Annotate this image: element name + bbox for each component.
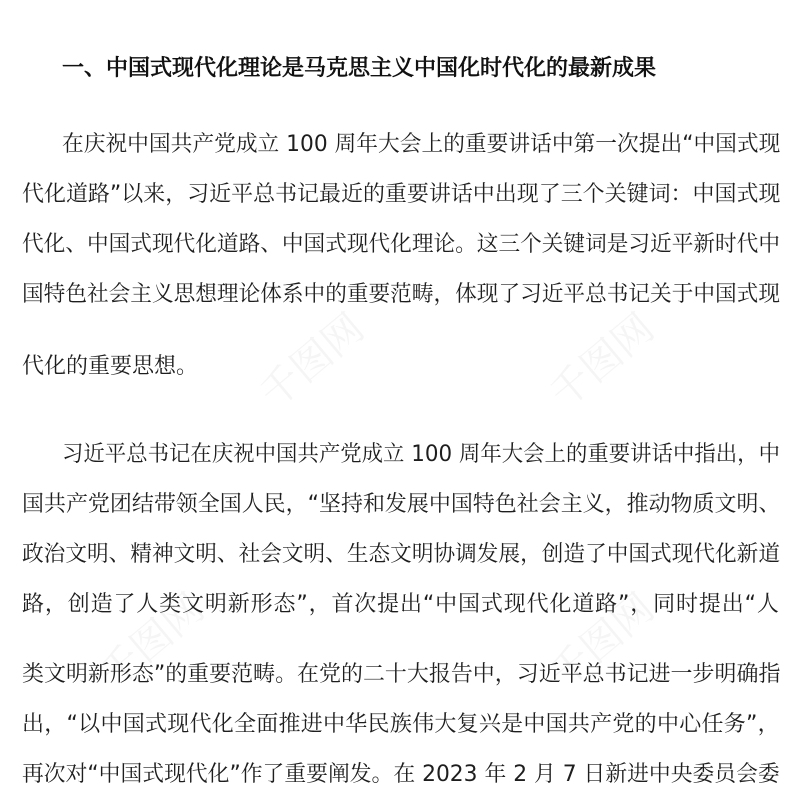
paragraph-2-line-3: 政治文明、精神文明、社会文明、生态文明协调发展，创造了中国式现代化新道 — [22, 542, 781, 567]
paragraph-2-line-7: 再次对“中国式现代化”作了重要阐发。在 2023 年 2 月 7 日新进中央委员会委 — [22, 762, 780, 787]
paragraph-1-line-4: 国特色社会主义思想理论体系中的重要范畴，体现了习近平总书记关于中国式现 — [22, 282, 781, 307]
paragraph-1-line-2: 代化道路”以来，习近平总书记最近的重要讲话中出现了三个关键词：中国式现 — [22, 182, 781, 207]
section-heading: 一、中国式现代化理论是马克思主义中国化时代化的最新成果 — [62, 56, 657, 81]
paragraph-1-line-3: 代化、中国式现代化道路、中国式现代化理论。这三个关键词是习近平新时代中 — [22, 232, 781, 257]
watermark: 千图网 — [541, 304, 663, 418]
watermark: 千图网 — [251, 304, 373, 418]
paragraph-2-line-2: 国共产党团结带领全国人民，“坚持和发展中国特色社会主义，推动物质文明、 — [22, 492, 781, 517]
paragraph-2-line-1: 习近平总书记在庆祝中国共产党成立 100 周年大会上的重要讲话中指出，中 — [62, 442, 780, 467]
paragraph-2-line-5: 类文明新形态”的重要范畴。在党的二十大报告中，习近平总书记进一步明确指 — [22, 662, 781, 687]
paragraph-2-line-6: 出，“以中国式现代化全面推进中华民族伟大复兴是中国共产党的中心任务”， — [22, 712, 780, 737]
paragraph-1-line-1: 在庆祝中国共产党成立 100 周年大会上的重要讲话中第一次提出“中国式现 — [62, 132, 781, 157]
paragraph-2-line-4: 路，创造了人类文明新形态”，首次提出“中国式现代化道路”，同时提出“人 — [22, 592, 780, 617]
watermark: 千图网 — [541, 584, 663, 698]
paragraph-1-line-5: 代化的重要思想。 — [22, 354, 199, 379]
watermark: 千图网 — [91, 584, 213, 698]
